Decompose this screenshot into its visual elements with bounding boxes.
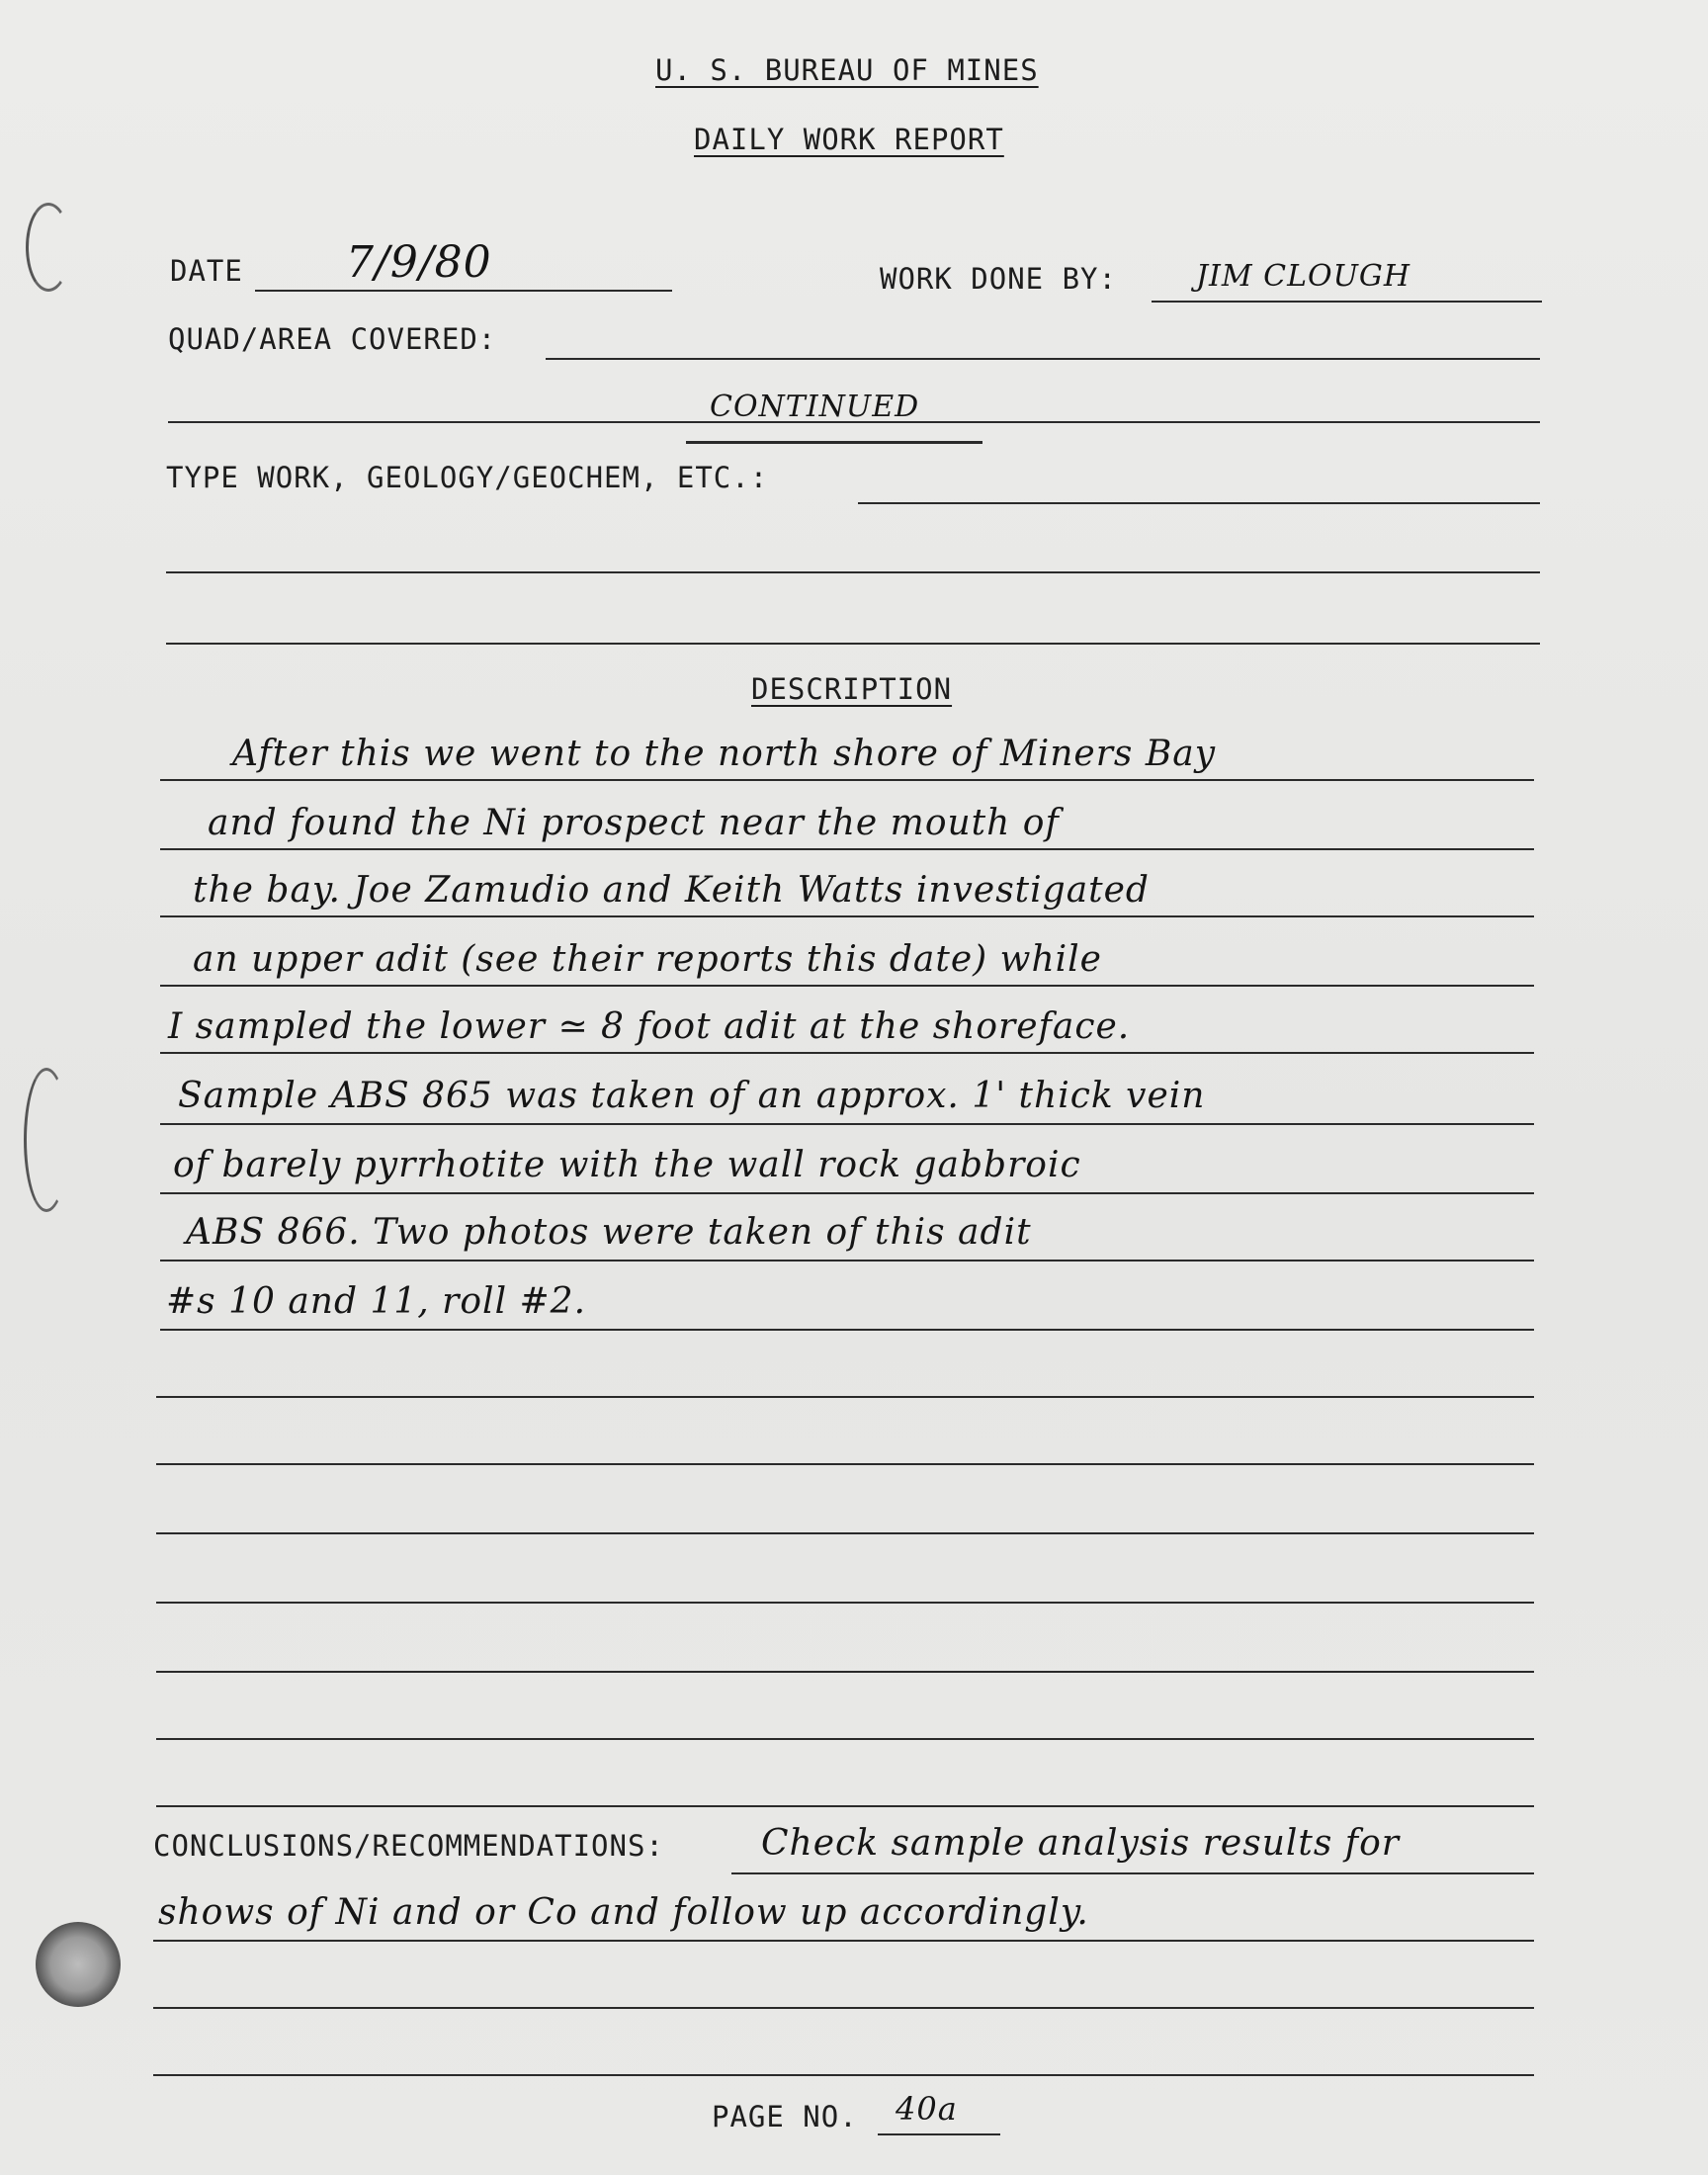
description-line-5: I sampled the lower ≃ 8 foot adit at the shoreface. bbox=[168, 1006, 1131, 1047]
page-number-value: 40a bbox=[896, 2090, 958, 2128]
conclusions-rule-4 bbox=[153, 2074, 1534, 2076]
conclusions-line-1: Check sample analysis results for bbox=[761, 1823, 1400, 1864]
punch-hole-middle bbox=[24, 1068, 69, 1212]
type-work-label: TYPE WORK, GEOLOGY/GEOCHEM, ETC.: bbox=[166, 461, 769, 494]
page-number-label: PAGE NO. bbox=[712, 2100, 858, 2133]
conclusions-label: CONCLUSIONS/RECOMMENDATIONS: bbox=[153, 1829, 664, 1863]
description-line-6: Sample ABS 865 was taken of an approx. 1' thick vein bbox=[178, 1076, 1206, 1116]
description-heading: DESCRIPTION bbox=[751, 672, 953, 706]
desc-rule-4 bbox=[160, 985, 1534, 987]
date-value: 7/9/80 bbox=[346, 237, 492, 288]
form-title: DAILY WORK REPORT bbox=[694, 123, 1004, 156]
date-line bbox=[255, 290, 672, 292]
work-done-by-value: JIM CLOUGH bbox=[1196, 259, 1411, 294]
desc-rule-16 bbox=[156, 1805, 1534, 1807]
desc-rule-6 bbox=[160, 1123, 1534, 1125]
desc-rule-10 bbox=[156, 1396, 1534, 1398]
desc-rule-9 bbox=[160, 1329, 1534, 1331]
desc-rule-5 bbox=[160, 1052, 1534, 1054]
work-done-by-line bbox=[1152, 301, 1542, 303]
description-line-4: an upper adit (see their reports this date) while bbox=[193, 939, 1102, 980]
page-number-line bbox=[878, 2133, 1000, 2135]
desc-rule-7 bbox=[160, 1192, 1534, 1194]
conclusions-line-2: shows of Ni and or Co and follow up accordingly. bbox=[158, 1892, 1089, 1933]
description-line-8: ABS 866. Two photos were taken of this adit bbox=[186, 1212, 1032, 1253]
desc-rule-15 bbox=[156, 1738, 1534, 1740]
type-work-line-3 bbox=[166, 643, 1540, 645]
type-work-line-1 bbox=[858, 502, 1540, 504]
quad-line-1 bbox=[546, 358, 1540, 360]
conclusions-rule-2 bbox=[153, 1940, 1534, 1942]
description-line-2: and found the Ni prospect near the mouth of bbox=[208, 803, 1060, 843]
date-label: DATE bbox=[170, 254, 243, 288]
conclusions-rule-1 bbox=[731, 1872, 1534, 1874]
desc-rule-1 bbox=[160, 779, 1534, 781]
conclusions-rule-3 bbox=[153, 2007, 1534, 2009]
quad-area-value: CONTINUED bbox=[710, 390, 920, 424]
type-work-line-2 bbox=[166, 571, 1540, 573]
desc-rule-14 bbox=[156, 1671, 1534, 1673]
punch-hole-stain-icon bbox=[36, 1922, 121, 2007]
agency-title: U. S. BUREAU OF MINES bbox=[655, 53, 1039, 87]
quad-area-label: QUAD/AREA COVERED: bbox=[168, 322, 497, 356]
desc-rule-11 bbox=[156, 1463, 1534, 1465]
continued-underline bbox=[686, 441, 982, 444]
description-line-1: After this we went to the north shore of Miners Bay bbox=[232, 734, 1217, 774]
description-line-9: #s 10 and 11, roll #2. bbox=[166, 1281, 587, 1322]
desc-rule-12 bbox=[156, 1532, 1534, 1534]
desc-rule-8 bbox=[160, 1260, 1534, 1262]
desc-rule-13 bbox=[156, 1602, 1534, 1604]
work-done-by-label: WORK DONE BY: bbox=[880, 262, 1117, 296]
punch-hole-top bbox=[26, 203, 71, 292]
desc-rule-2 bbox=[160, 848, 1534, 850]
description-line-3: the bay. Joe Zamudio and Keith Watts investigated bbox=[193, 870, 1150, 911]
desc-rule-3 bbox=[160, 915, 1534, 917]
description-line-7: of barely pyrrhotite with the wall rock gabbroic bbox=[173, 1145, 1081, 1185]
